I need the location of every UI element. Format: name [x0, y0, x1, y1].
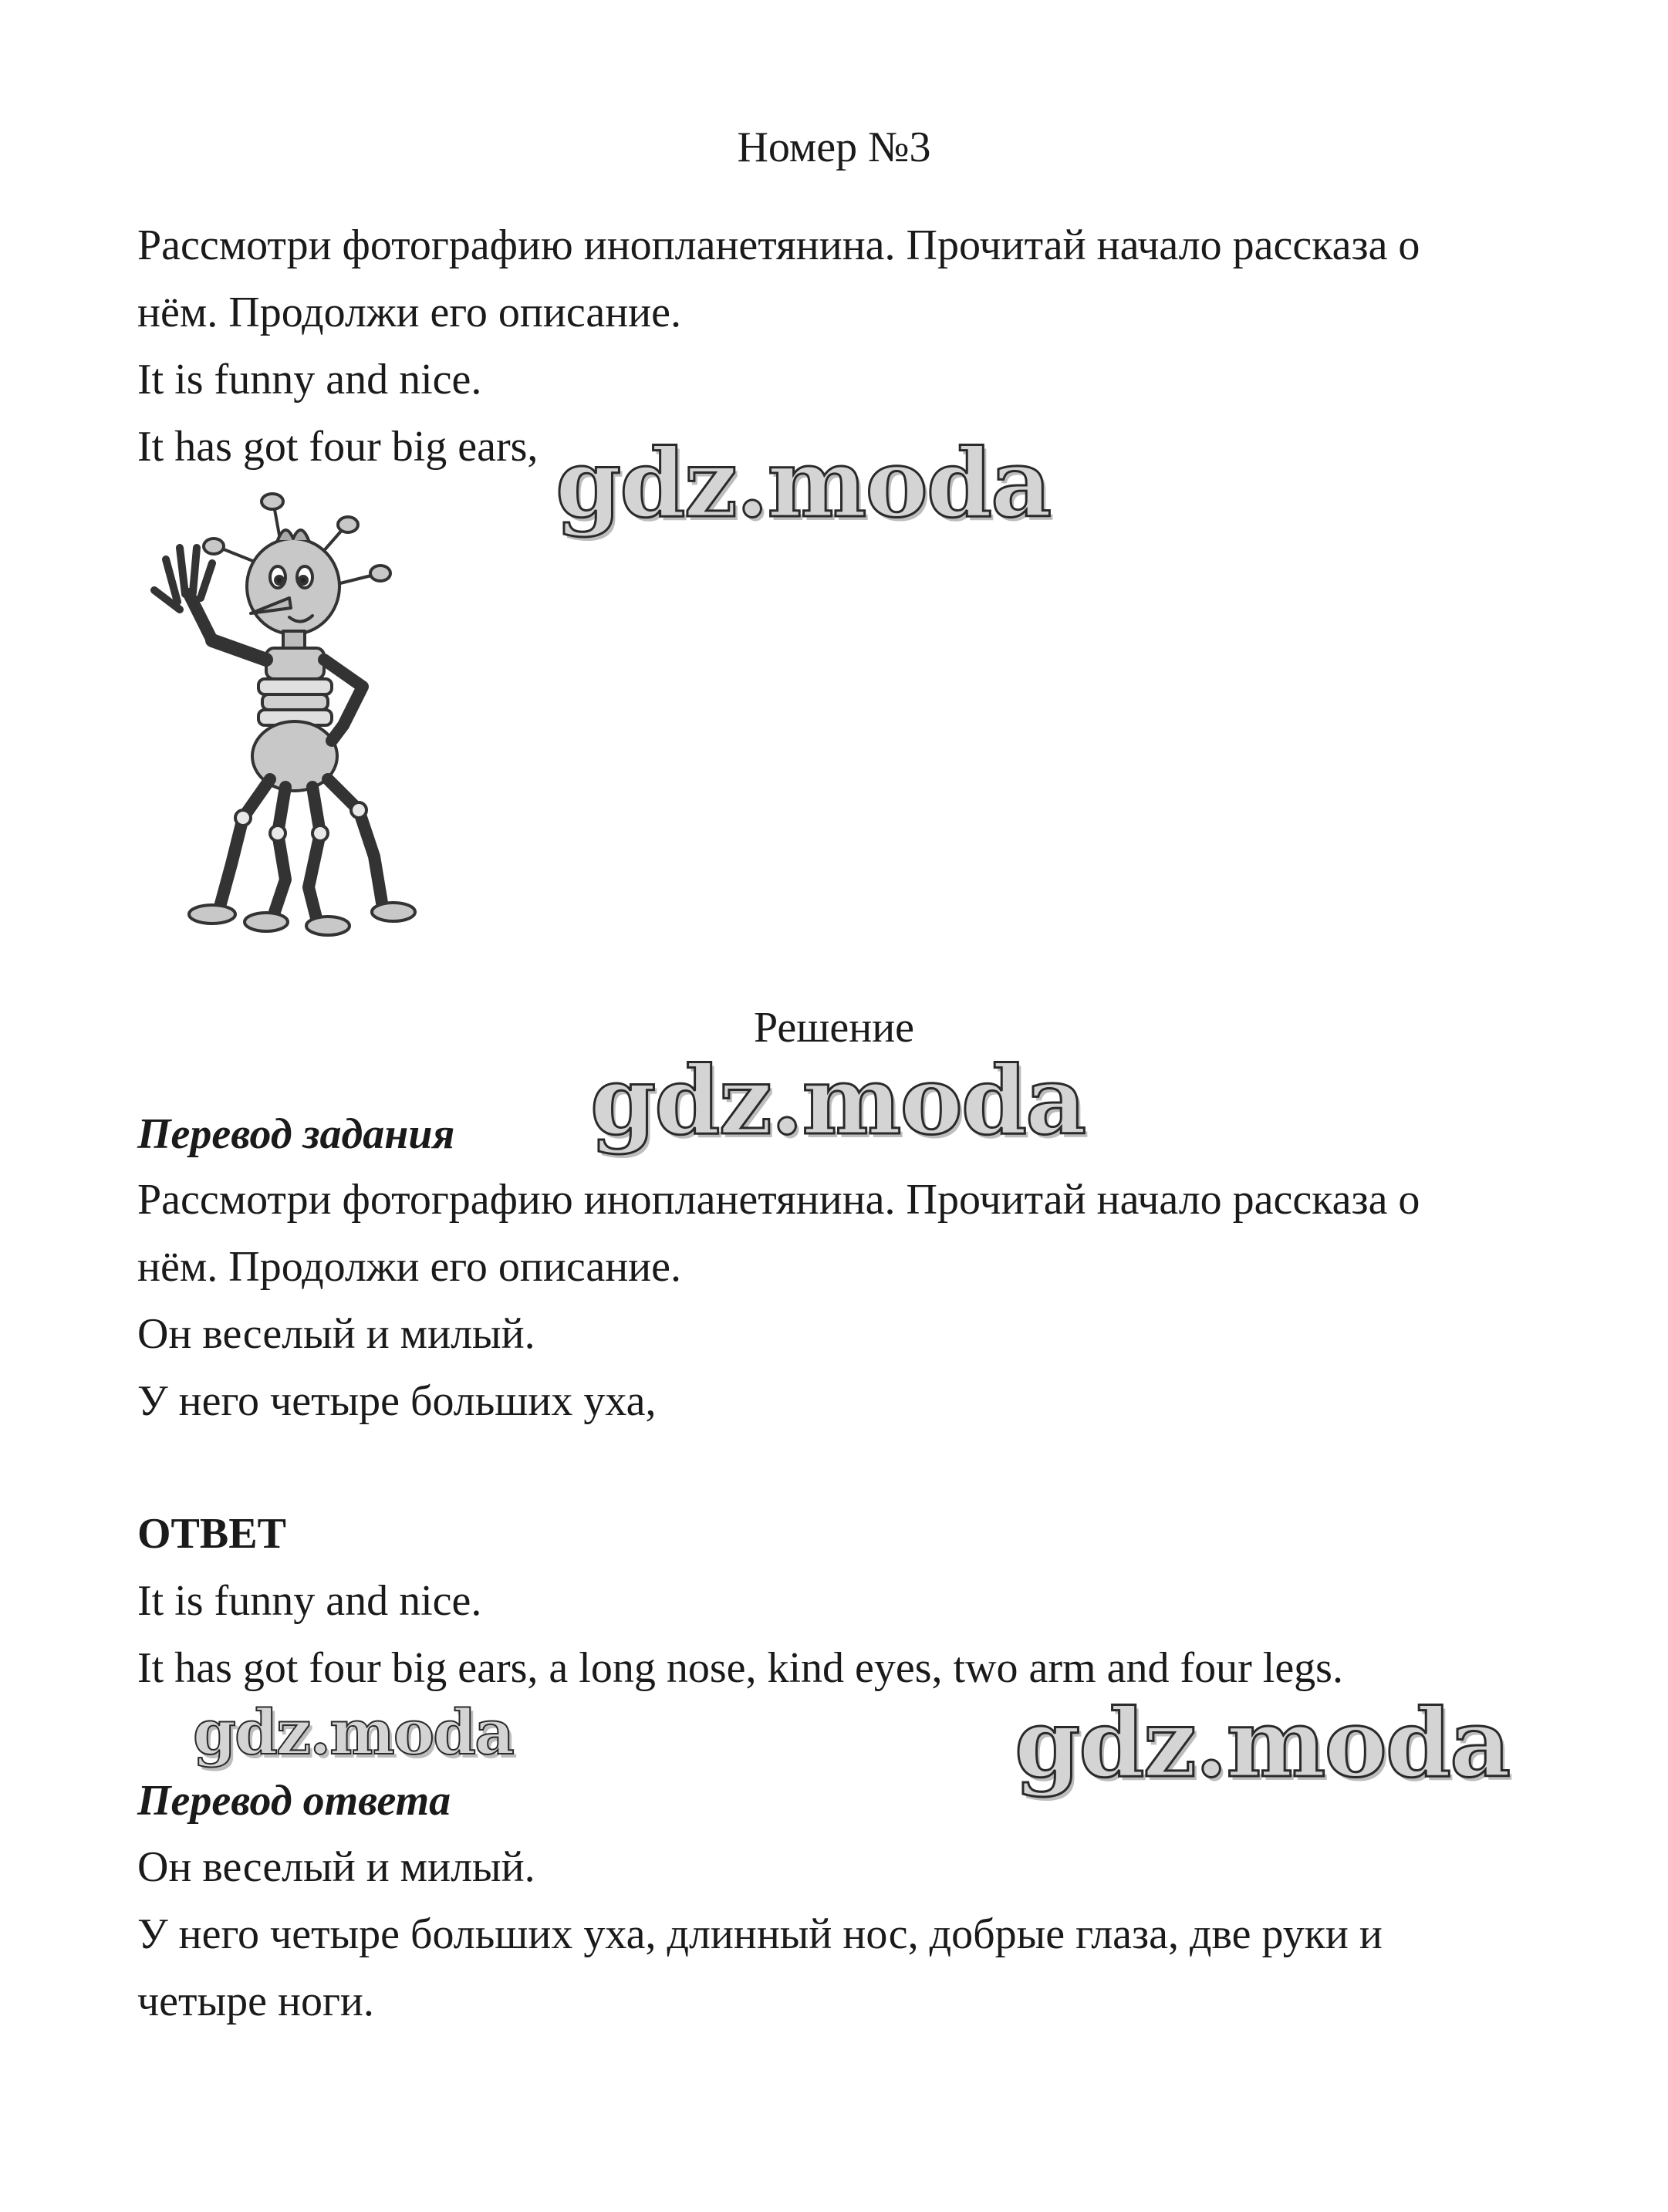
watermark: gdz.moda — [193, 1696, 513, 1768]
task-instruction-line-1: Рассмотри фотографию инопланетянина. Прочитай начало рассказа о — [137, 221, 1420, 269]
answer-heading: ОТВЕТ — [137, 1510, 286, 1558]
answer-translation-line-1: Он веселый и милый. — [137, 1843, 535, 1891]
solution-heading: Решение — [753, 1004, 915, 1052]
answer-translation-line-3: четыре ноги. — [137, 1977, 374, 2025]
answer-translation-line-2: У него четыре больших уха, длинный нос, добрые глаза, две руки и — [137, 1910, 1383, 1958]
page-title: Номер №3 — [737, 123, 931, 171]
watermark: gdz.moda — [1015, 1687, 1510, 1798]
task-text-line-2: It has got four big ears, — [137, 423, 539, 471]
translation-line-3: Он веселый и милый. — [137, 1310, 535, 1358]
task-text-line-1: It is funny and nice. — [137, 356, 482, 404]
translation-line-1: Рассмотри фотографию инопланетянина. Прочитай начало рассказа о — [137, 1176, 1420, 1224]
answer-line-1: It is funny and nice. — [137, 1577, 482, 1625]
alien-illustration — [143, 486, 451, 941]
watermark: gdz.moda — [590, 1045, 1086, 1156]
translation-line-2: нём. Продолжи его описание. — [137, 1243, 682, 1291]
translation-line-4: У него четыре больших уха, — [137, 1377, 657, 1425]
answer-translation-heading: Перевод ответа — [137, 1777, 451, 1825]
answer-line-2: It has got four big ears, a long nose, kind eyes, two arm and four legs. — [137, 1644, 1343, 1692]
watermark: gdz.moda — [555, 427, 1051, 539]
task-instruction-line-2: нём. Продолжи его описание. — [137, 289, 682, 336]
translation-heading: Перевод задания — [137, 1110, 455, 1158]
